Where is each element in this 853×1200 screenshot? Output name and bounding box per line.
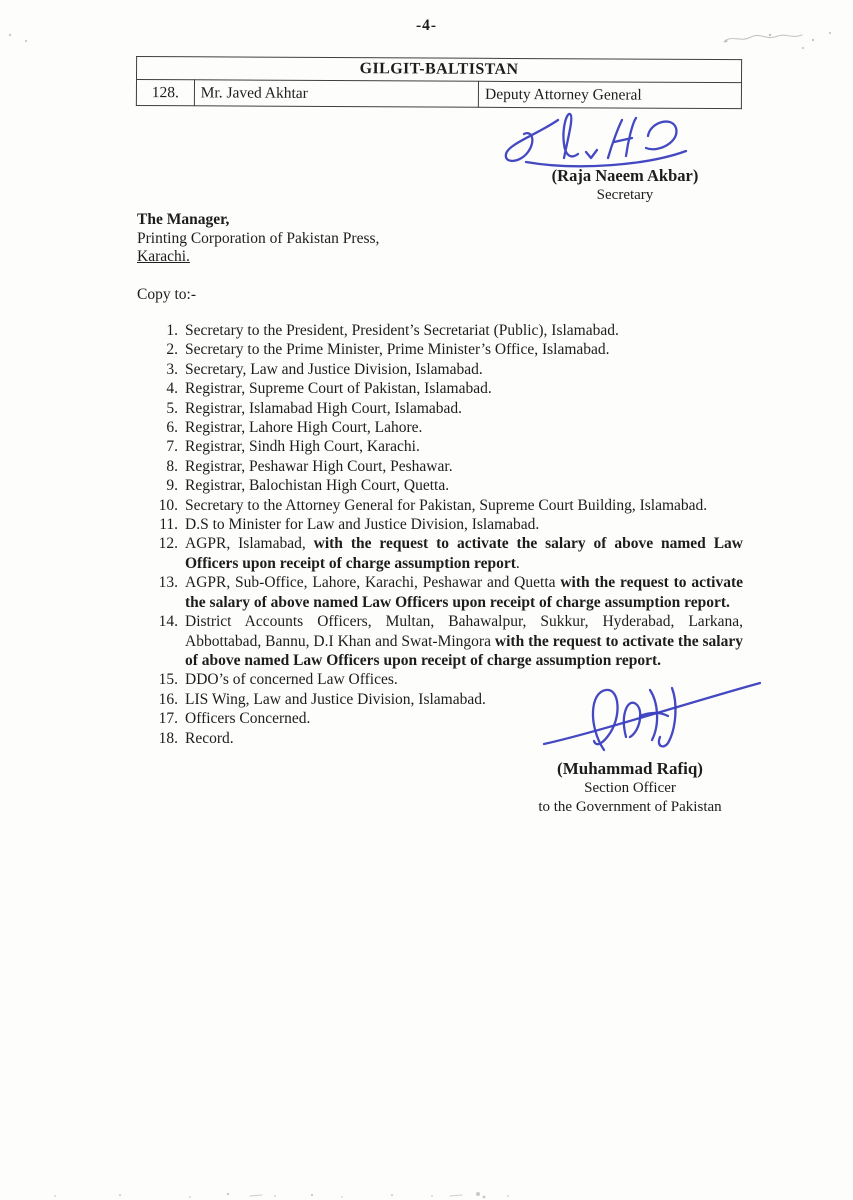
copy-item-number: 5. (166, 399, 178, 417)
copy-item-text: Registrar, Balochistan High Court, Quetta. (185, 477, 450, 495)
copy-item-number: 14. (158, 613, 178, 631)
copy-item-text: Officers Concerned. (185, 710, 311, 728)
copy-item-number: 3. (166, 360, 178, 378)
designation-cell: Deputy Attorney General (478, 81, 741, 108)
copy-item-number: 16. (158, 690, 178, 708)
scan-noise-mark (0, 1186, 560, 1200)
copy-list-item (154, 612, 743, 670)
copy-item-number: 18. (158, 729, 178, 747)
copy-item-text: Registrar, Lahore High Court, Lahore. (185, 419, 423, 437)
copy-item-number: 12. (158, 535, 178, 553)
copy-item-text: Registrar, Islamabad High Court, Islamabad. (185, 399, 463, 417)
copy-item-number: 1. (166, 322, 178, 339)
copy-list-item (154, 379, 743, 398)
copy-item-text: Secretary to the Attorney General for Pakistan, Supreme Court Building, Islamabad. (185, 496, 708, 514)
addressee-org: Printing Corporation of Pakistan Press, (137, 229, 380, 247)
copy-item-text: Secretary, Law and Justice Division, Islamabad. (185, 360, 483, 378)
table-row (136, 80, 741, 109)
copy-item-text: DDO’s of concerned Law Offices. (185, 671, 398, 689)
scan-speck-mark (2, 27, 36, 47)
copy-item-number: 8. (166, 457, 178, 475)
copy-list-item (154, 515, 743, 534)
copy-item-number: 13. (158, 574, 178, 592)
raja-naeem-akbar-signature (498, 108, 693, 172)
copy-item-text: AGPR, Islamabad, with the request to activate the salary of above named Law Officers upon receipt of charge assumption report. (185, 535, 743, 572)
copy-list-item (154, 534, 743, 573)
copy-item-text: Registrar, Supreme Court of Pakistan, Islamabad. (185, 380, 492, 398)
signatory-title: Section Officer (584, 780, 676, 796)
signatory-name: (Muhammad Rafiq) (557, 759, 703, 778)
copy-list-item (154, 496, 743, 515)
copy-item-text: Registrar, Sindh High Court, Karachi. (185, 438, 420, 456)
copy-item-number: 11. (159, 516, 178, 534)
copy-item-text: Secretary to the President, President’s Secretariat (Public), Islamabad. (185, 322, 619, 339)
pencil-squiggle-mark (718, 24, 838, 54)
copy-list-item (154, 340, 743, 359)
signatory-block-section-officer (498, 759, 762, 816)
signatory-title: Secretary (596, 187, 654, 203)
copy-item-number: 9. (166, 477, 178, 495)
signatory-block-secretary (500, 166, 750, 205)
copy-list-item (154, 437, 743, 456)
officer-name-cell: Mr. Javed Akhtar (194, 80, 479, 107)
copy-to-label: Copy to:- (137, 286, 196, 303)
signatory-name: (Raja Naeem Akbar) (551, 166, 699, 185)
copy-item-text: Secretary to the Prime Minister, Prime Minister’s Office, Islamabad. (185, 341, 610, 359)
copy-list-item (154, 573, 743, 612)
copy-item-text: Registrar, Peshawar High Court, Peshawar. (185, 457, 453, 475)
copy-list-item (154, 399, 743, 418)
copy-item-number: 7. (166, 438, 178, 456)
copy-item-number: 15. (158, 671, 178, 689)
copy-item-text: D.S to Minister for Law and Justice Division, Islamabad. (185, 516, 540, 534)
serial-number-cell: 128. (136, 80, 194, 106)
copy-list-item (154, 321, 743, 340)
copy-item-text: District Accounts Officers, Multan, Bahawalpur, Sukkur, Hyderabad, Larkana, Abbottabad, Bannu, D.I Khan and Swat-Mingora with the request to activate the salary of above named Law Officers upon receipt of charge assumption report. (185, 613, 743, 669)
table-header-row (137, 57, 742, 83)
copy-list-item (154, 360, 743, 379)
page-number: -4- (415, 17, 438, 34)
copy-item-number: 17. (158, 710, 178, 728)
copy-item-number: 6. (166, 419, 178, 437)
officers-table (136, 56, 742, 109)
copy-item-number: 4. (166, 380, 178, 398)
copy-item-text: Record. (185, 729, 234, 747)
addressee-title: The Manager, (137, 211, 230, 228)
copy-list-item (154, 457, 743, 476)
copy-list-item (154, 476, 743, 495)
copy-list-item (154, 418, 743, 437)
addressee-city: Karachi. (137, 248, 190, 265)
copy-item-text: LIS Wing, Law and Justice Division, Islamabad. (185, 690, 486, 708)
copy-item-number: 2. (166, 341, 178, 359)
copy-item-number: 10. (158, 496, 178, 514)
signatory-office: to the Government of Pakistan (538, 798, 722, 815)
muhammad-rafiq-signature (538, 674, 766, 758)
table-region-header: GILGIT-BALTISTAN (137, 57, 742, 83)
copy-item-text: AGPR, Sub-Office, Lahore, Karachi, Peshawar and Quetta with the request to activate the salary of above named Law Officers upon receipt of charge assumption report. (185, 574, 743, 611)
addressee-block (137, 211, 379, 267)
